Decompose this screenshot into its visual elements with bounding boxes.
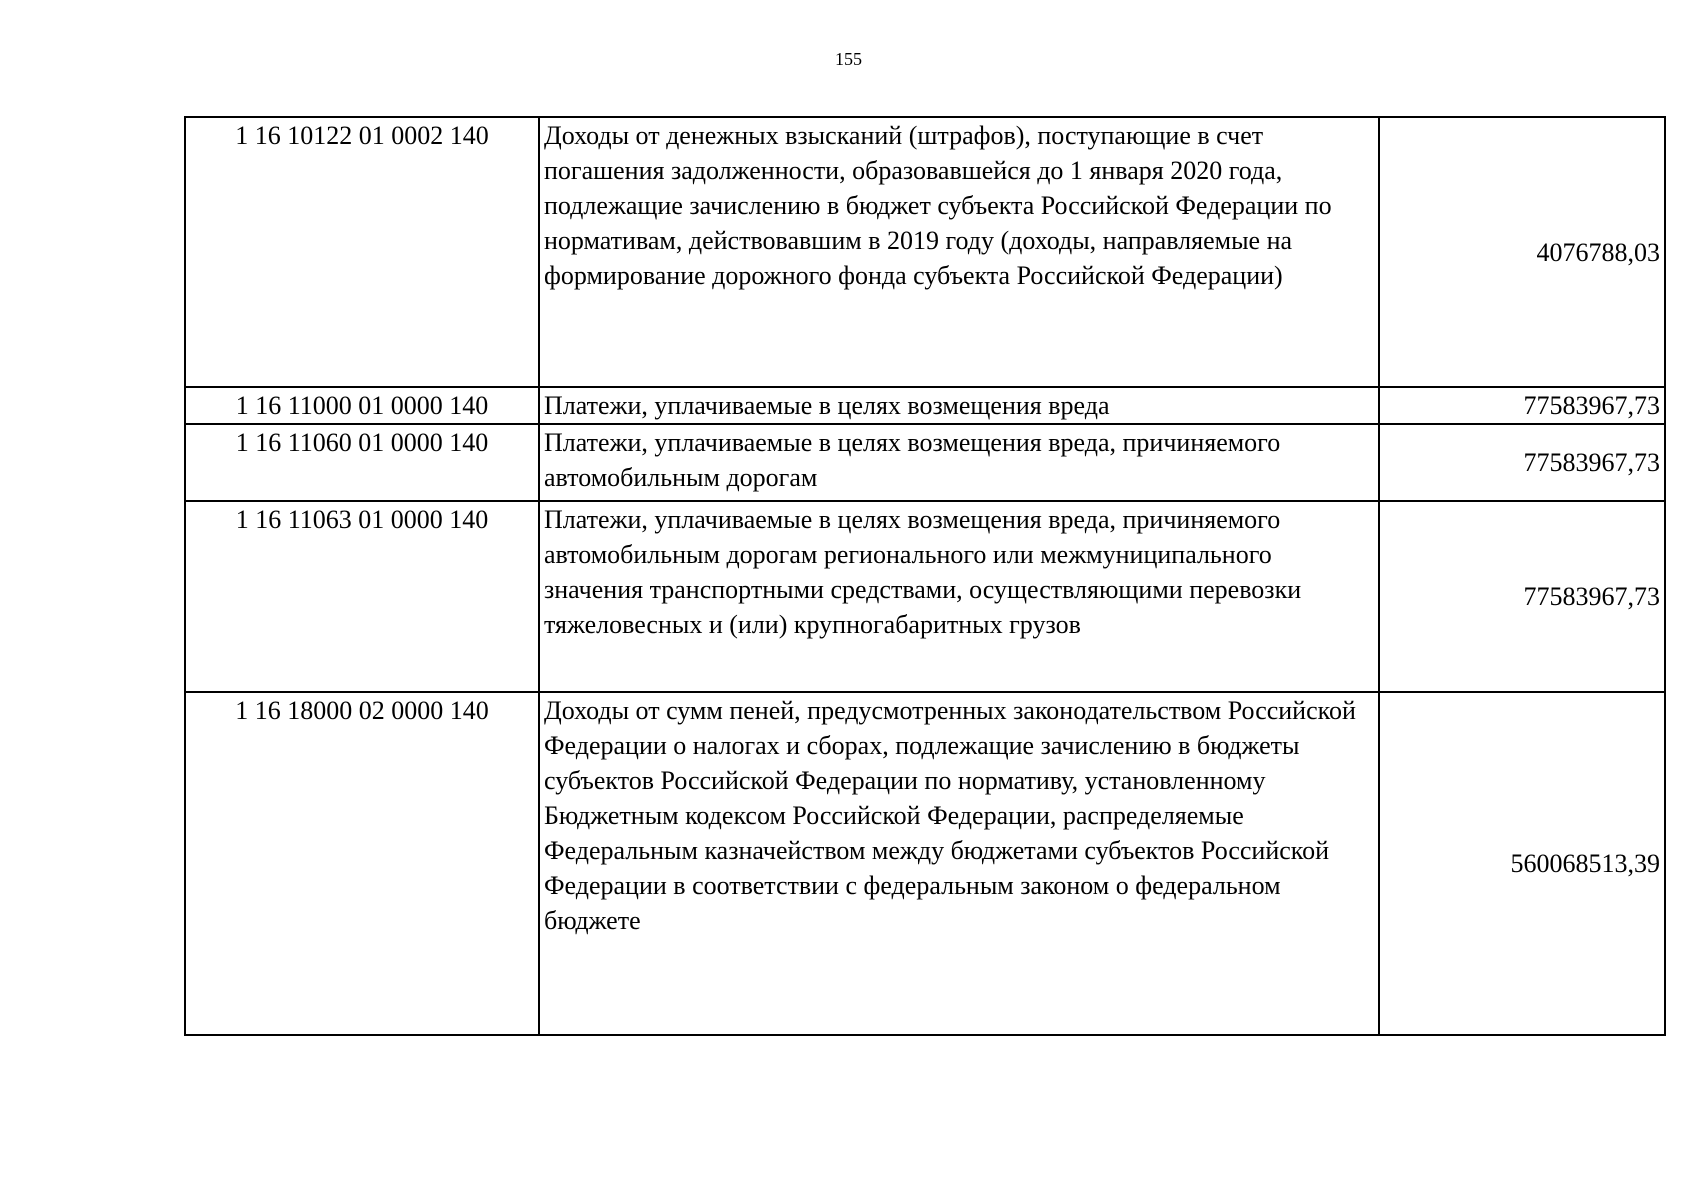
table-row xyxy=(185,424,1665,501)
table-row xyxy=(185,387,1665,424)
revenue-table xyxy=(184,116,1666,1036)
amount-cell: 4076788,03 xyxy=(1379,117,1665,387)
budget-code-cell: 1 16 11060 01 0000 140 xyxy=(185,424,539,501)
description-cell: Доходы от сумм пеней, предусмотренных законодательством Российской Федерации о налогах и сборах, подлежащие зачислению в бюджеты субъектов Российской Федерации по нормативу, установленному Бюджетным кодексом Российской Федерации, распределяемые Федеральным казначейством между бюджетами субъектов Российской Федерации в соответствии с федеральным законом о федеральном бюджете xyxy=(539,692,1379,1035)
description-cell: Доходы от денежных взысканий (штрафов), поступающие в счет погашения задолженности, образовавшейся до 1 января 2020 года, подлежащие зачислению в бюджет субъекта Российской Федерации по нормативам, действовавшим в 2019 году (доходы, направляемые на формирование дорожного фонда субъекта Российской Федерации) xyxy=(539,117,1379,387)
description-cell: Платежи, уплачиваемые в целях возмещения вреда, причиняемого автомобильным дорогам регионального или межмуниципального значения транспортными средствами, осуществляющими перевозки тяжеловесных и (или) крупногабаритных грузов xyxy=(539,501,1379,692)
amount-cell: 77583967,73 xyxy=(1379,501,1665,692)
description-cell: Платежи, уплачиваемые в целях возмещения вреда, причиняемого автомобильным дорогам xyxy=(539,424,1379,501)
budget-code-cell: 1 16 11000 01 0000 140 xyxy=(185,387,539,424)
budget-code-cell: 1 16 10122 01 0002 140 xyxy=(185,117,539,387)
table-row xyxy=(185,117,1665,387)
amount-cell: 560068513,39 xyxy=(1379,692,1665,1035)
description-cell: Платежи, уплачиваемые в целях возмещения вреда xyxy=(539,387,1379,424)
amount-cell: 77583967,73 xyxy=(1379,387,1665,424)
amount-cell: 77583967,73 xyxy=(1379,424,1665,501)
page-number: 155 xyxy=(835,49,862,69)
table-row xyxy=(185,692,1665,1035)
budget-code-cell: 1 16 11063 01 0000 140 xyxy=(185,501,539,692)
table-row xyxy=(185,501,1665,692)
budget-code-cell: 1 16 18000 02 0000 140 xyxy=(185,692,539,1035)
